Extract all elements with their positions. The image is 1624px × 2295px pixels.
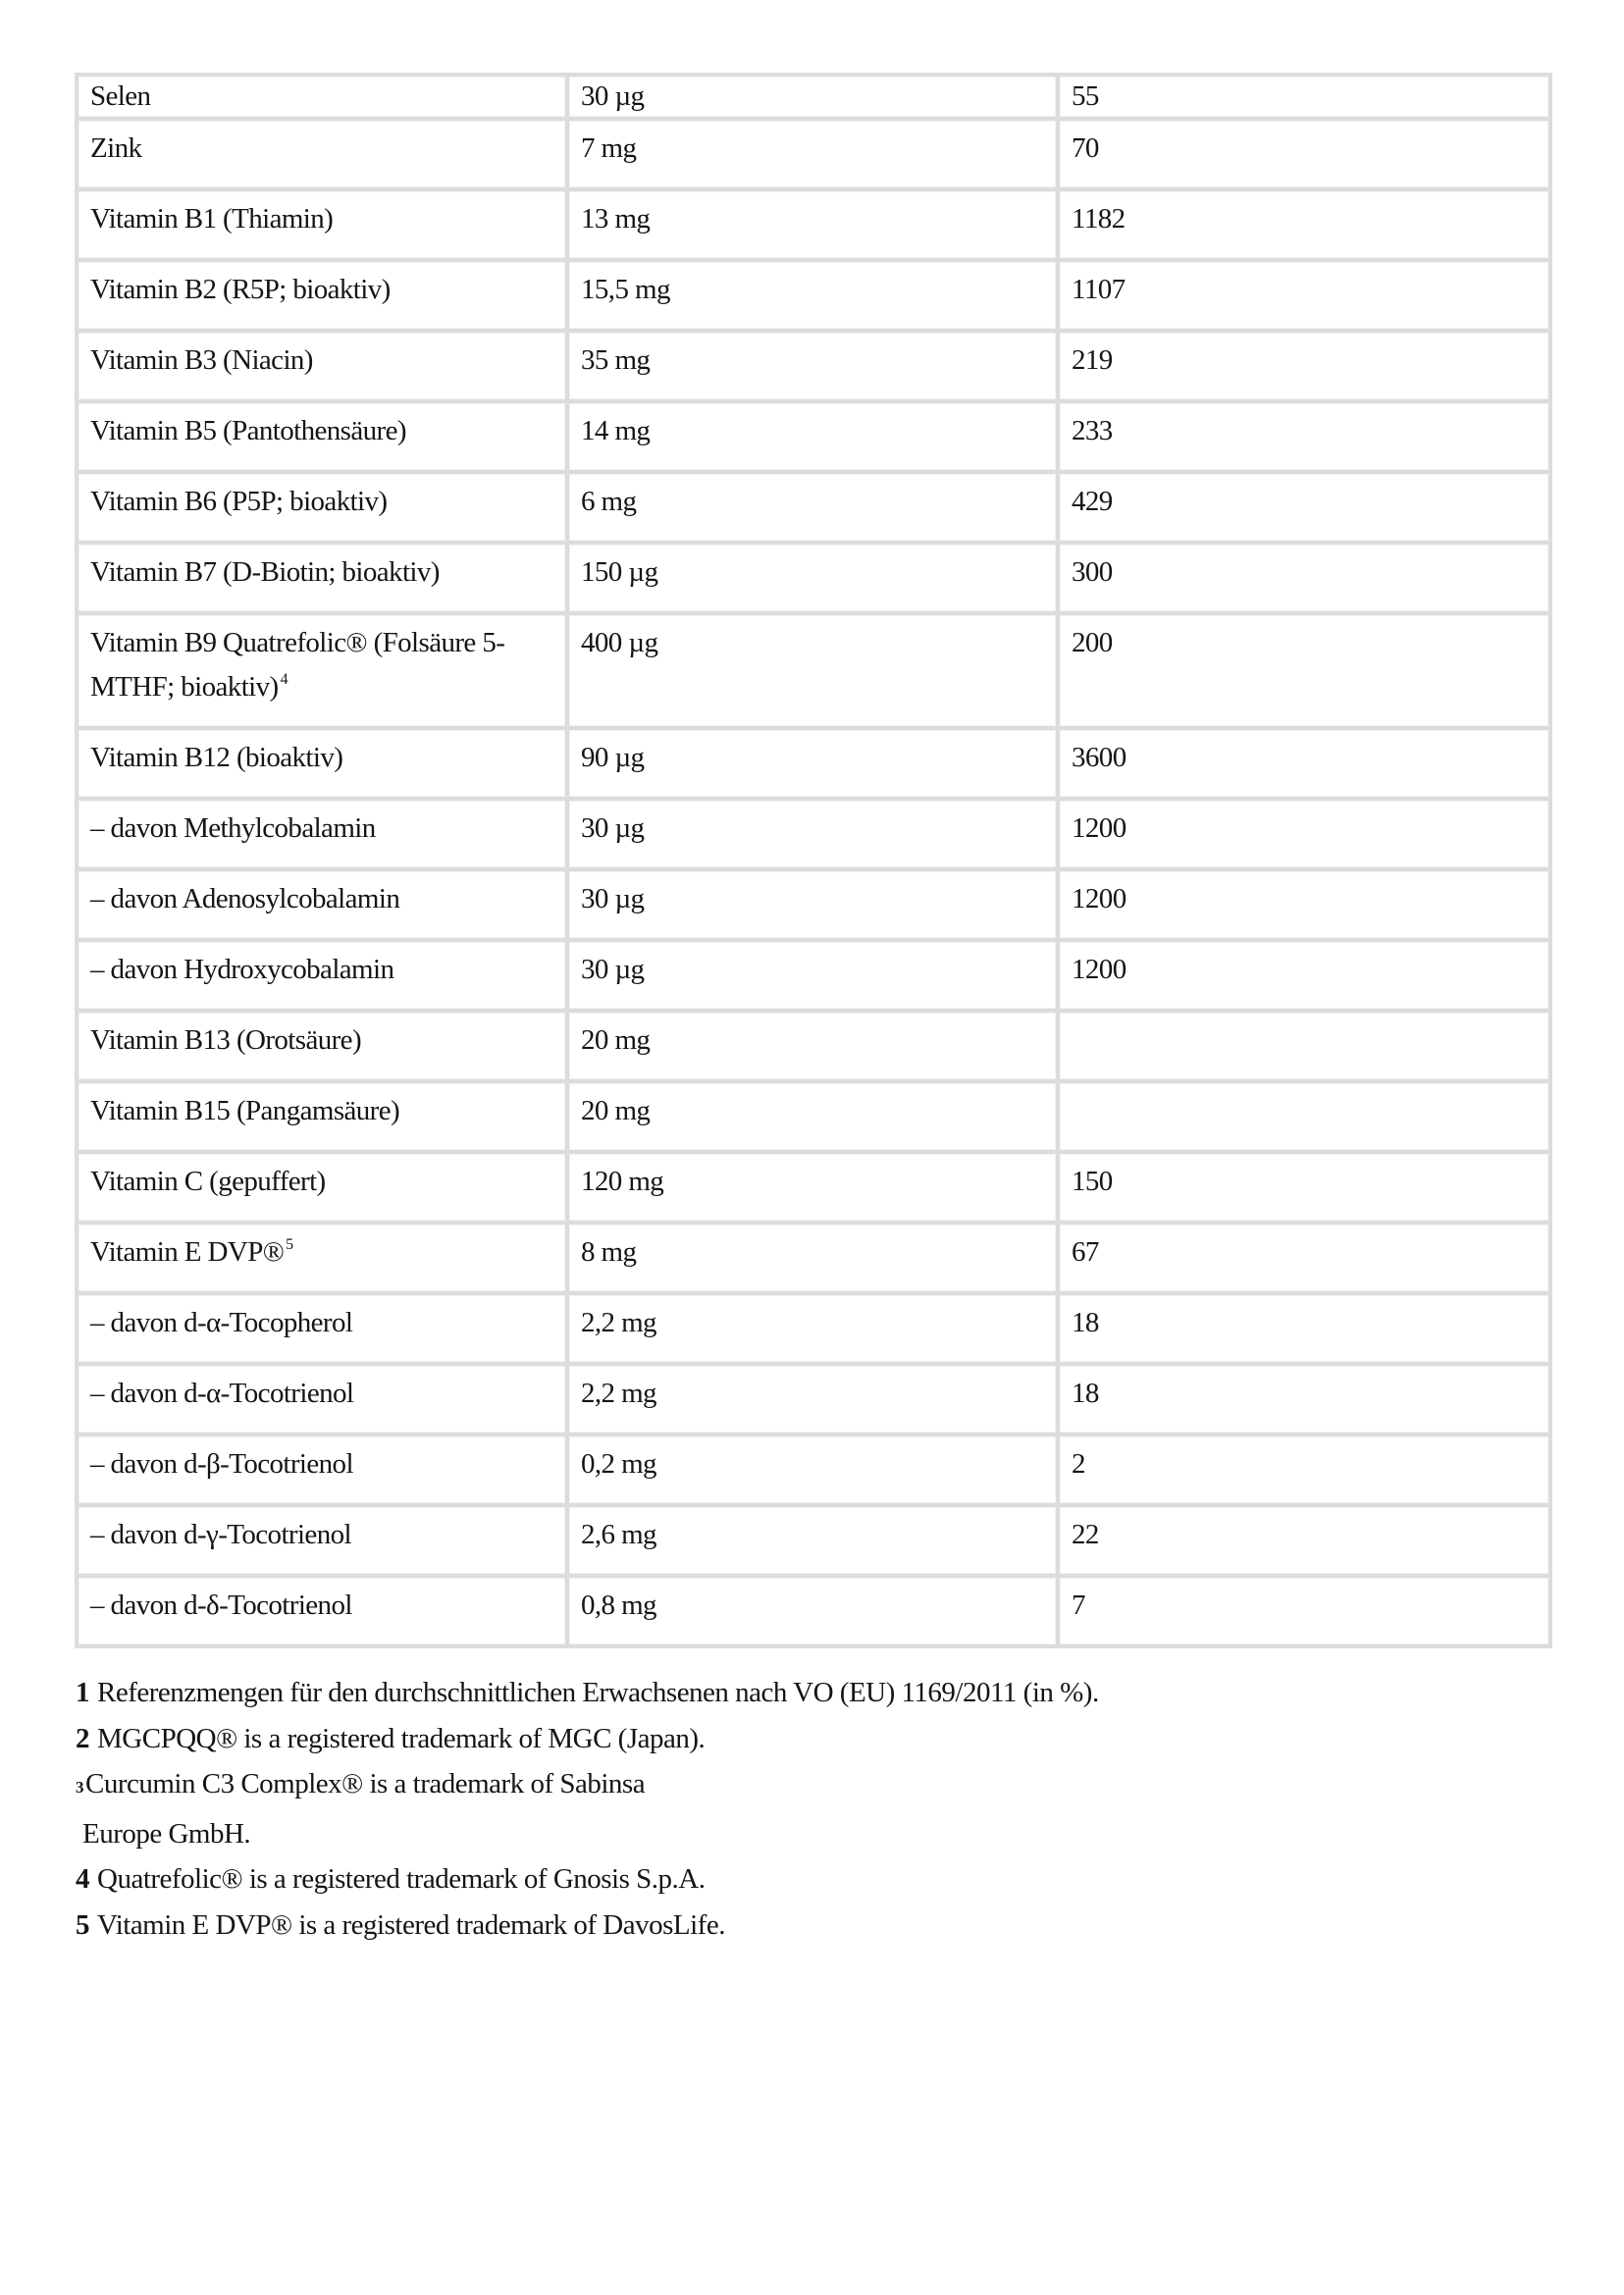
nutrient-name — [79, 474, 565, 541]
nutrient-name-text: Vitamin B7 (D-Biotin; bioaktiv) — [90, 556, 440, 588]
nutrient-name — [79, 801, 565, 867]
nutrient-name-text: Vitamin B9 Quatrefolic® (Folsäure 5-MTHF; bioaktiv) — [90, 627, 505, 703]
footnote-1 — [76, 1670, 1547, 1716]
table-row — [79, 1013, 1548, 1079]
nutrient-amount: 20 mg — [569, 1083, 1056, 1150]
table-row — [79, 730, 1548, 797]
nutrient-reference-percent: 55 — [1060, 77, 1548, 117]
nutrient-amount: 8 mg — [569, 1225, 1056, 1291]
nutrient-name-text: – davon Hydroxycobalamin — [90, 954, 394, 985]
nutrient-reference-percent: 3600 — [1060, 730, 1548, 797]
nutrient-name — [79, 1436, 565, 1503]
table-row — [79, 191, 1548, 258]
footnote-number: 5 — [76, 1908, 89, 1941]
table-row — [79, 77, 1548, 117]
nutrient-name-text: Vitamin B2 (R5P; bioaktiv) — [90, 274, 391, 305]
nutrient-name-text: – davon d-β-Tocotrienol — [90, 1448, 353, 1480]
footnote-text: Referenzmengen für den durchschnittlichen Erwachsenen nach VO (EU) 1169/2011 (in %). — [97, 1677, 1099, 1708]
nutrient-name-text: – davon d-α-Tocotrienol — [90, 1378, 354, 1409]
nutrient-reference-percent: 429 — [1060, 474, 1548, 541]
table-row — [79, 403, 1548, 470]
table-row — [79, 801, 1548, 867]
nutrient-name-text: Vitamin B3 (Niacin) — [90, 344, 313, 376]
nutrient-amount: 30 µg — [569, 77, 1056, 117]
table-row — [79, 262, 1548, 329]
nutrient-name-text: Vitamin B6 (P5P; bioaktiv) — [90, 486, 388, 517]
nutrient-name-text: Vitamin B15 (Pangamsäure) — [90, 1095, 400, 1126]
nutrient-reference-percent: 150 — [1060, 1154, 1548, 1221]
nutrient-name-text: – davon d-α-Tocopherol — [90, 1307, 353, 1338]
nutrient-name — [79, 615, 565, 726]
nutrient-amount: 2,2 mg — [569, 1366, 1056, 1433]
footnote-5 — [76, 1903, 1547, 1949]
nutrient-name-text: Vitamin B13 (Orotsäure) — [90, 1024, 362, 1056]
nutrient-name — [79, 1366, 565, 1433]
nutrient-reference-percent: 18 — [1060, 1366, 1548, 1433]
nutrient-name — [79, 1083, 565, 1150]
nutrient-name-text: Vitamin B5 (Pantothensäure) — [90, 415, 406, 446]
table-row — [79, 1225, 1548, 1291]
nutrient-name-text: – davon Methylcobalamin — [90, 812, 376, 844]
footnote-3 — [76, 1761, 1547, 1811]
nutrient-amount: 0,2 mg — [569, 1436, 1056, 1503]
nutrient-name-text: Vitamin E DVP® — [90, 1236, 285, 1268]
table-row — [79, 1578, 1548, 1644]
footnote-number: 3 — [76, 1778, 83, 1797]
nutrient-amount: 20 mg — [569, 1013, 1056, 1079]
nutrient-amount: 120 mg — [569, 1154, 1056, 1221]
footnote-3-continuation: Europe GmbH. — [82, 1817, 251, 1850]
nutrient-name — [79, 1507, 565, 1574]
footnote-text: Curcumin C3 Complex® is a trademark of Sabinsa — [85, 1768, 646, 1799]
footnote-2 — [76, 1716, 1547, 1762]
footnote-reference: 4 — [280, 671, 288, 688]
nutrient-reference-percent: 2 — [1060, 1436, 1548, 1503]
nutrient-name-text: Zink — [90, 132, 142, 164]
nutrient-amount: 2,2 mg — [569, 1295, 1056, 1362]
table-row — [79, 942, 1548, 1009]
nutrient-reference-percent — [1060, 1013, 1548, 1079]
nutrient-name — [79, 730, 565, 797]
nutrient-amount: 0,8 mg — [569, 1578, 1056, 1644]
nutrient-name — [79, 333, 565, 399]
nutrient-name-text: Vitamin C (gepuffert) — [90, 1166, 326, 1197]
nutrient-reference-percent: 70 — [1060, 121, 1548, 187]
nutrient-reference-percent: 1107 — [1060, 262, 1548, 329]
footnote-text: MGCPQQ® is a registered trademark of MGC (Japan). — [97, 1722, 706, 1754]
nutrient-name — [79, 403, 565, 470]
footnotes — [76, 1670, 1547, 1948]
nutrient-name — [79, 77, 565, 117]
nutrient-amount: 14 mg — [569, 403, 1056, 470]
table-row — [79, 545, 1548, 611]
nutrient-reference-percent: 1200 — [1060, 801, 1548, 867]
nutrient-name — [79, 545, 565, 611]
nutrient-name-text: Selen — [90, 80, 151, 112]
nutrient-name — [79, 871, 565, 938]
nutrient-reference-percent: 1200 — [1060, 871, 1548, 938]
table-row — [79, 474, 1548, 541]
nutrient-reference-percent — [1060, 1083, 1548, 1150]
nutrient-amount: 150 µg — [569, 545, 1056, 611]
nutrient-reference-percent: 7 — [1060, 1578, 1548, 1644]
table-row — [79, 1154, 1548, 1221]
nutrient-name — [79, 121, 565, 187]
nutrient-table — [75, 73, 1552, 1648]
nutrient-amount: 90 µg — [569, 730, 1056, 797]
footnote-text: Quatrefolic® is a registered trademark of Gnosis S.p.A. — [97, 1863, 706, 1895]
nutrient-reference-percent: 18 — [1060, 1295, 1548, 1362]
table-row — [79, 121, 1548, 187]
footnote-number: 4 — [76, 1863, 89, 1895]
nutrient-amount: 15,5 mg — [569, 262, 1056, 329]
nutrient-name-text: Vitamin B1 (Thiamin) — [90, 203, 334, 235]
nutrient-amount: 30 µg — [569, 871, 1056, 938]
nutrient-name-text: – davon d-δ-Tocotrienol — [90, 1590, 352, 1621]
nutrient-reference-percent: 1200 — [1060, 942, 1548, 1009]
nutrient-reference-percent: 200 — [1060, 615, 1548, 726]
nutrient-table-body — [79, 77, 1548, 1644]
nutrient-amount: 30 µg — [569, 942, 1056, 1009]
nutrient-reference-percent: 22 — [1060, 1507, 1548, 1574]
nutrient-name — [79, 1225, 565, 1291]
table-row — [79, 1295, 1548, 1362]
nutrient-name — [79, 1295, 565, 1362]
nutrient-amount: 35 mg — [569, 333, 1056, 399]
footnote-number: 1 — [76, 1677, 89, 1708]
nutrient-name — [79, 262, 565, 329]
table-row — [79, 871, 1548, 938]
footnote-number: 2 — [76, 1722, 89, 1754]
nutrient-name — [79, 1154, 565, 1221]
nutrient-name-text: Vitamin B12 (bioaktiv) — [90, 742, 343, 773]
nutrient-amount: 7 mg — [569, 121, 1056, 187]
nutrient-name — [79, 1013, 565, 1079]
nutrient-reference-percent: 67 — [1060, 1225, 1548, 1291]
nutrient-name — [79, 191, 565, 258]
nutrient-amount: 30 µg — [569, 801, 1056, 867]
table-row — [79, 1366, 1548, 1433]
table-row — [79, 1507, 1548, 1574]
nutrient-amount: 2,6 mg — [569, 1507, 1056, 1574]
table-row — [79, 615, 1548, 726]
footnote-reference: 5 — [286, 1236, 293, 1253]
table-row — [79, 333, 1548, 399]
nutrient-reference-percent: 300 — [1060, 545, 1548, 611]
nutrient-name-text: – davon d-γ-Tocotrienol — [90, 1519, 351, 1550]
nutrient-reference-percent: 233 — [1060, 403, 1548, 470]
table-row — [79, 1436, 1548, 1503]
nutrient-reference-percent: 219 — [1060, 333, 1548, 399]
footnote-text: Vitamin E DVP® is a registered trademark of DavosLife. — [97, 1908, 725, 1941]
table-row — [79, 1083, 1548, 1150]
nutrient-reference-percent: 1182 — [1060, 191, 1548, 258]
nutrient-amount: 13 mg — [569, 191, 1056, 258]
footnote-4 — [76, 1856, 1547, 1903]
nutrient-amount: 400 µg — [569, 615, 1056, 726]
nutrient-amount: 6 mg — [569, 474, 1056, 541]
nutrient-name — [79, 1578, 565, 1644]
nutrient-name — [79, 942, 565, 1009]
nutrient-name-text: – davon Adenosylcobalamin — [90, 883, 400, 914]
